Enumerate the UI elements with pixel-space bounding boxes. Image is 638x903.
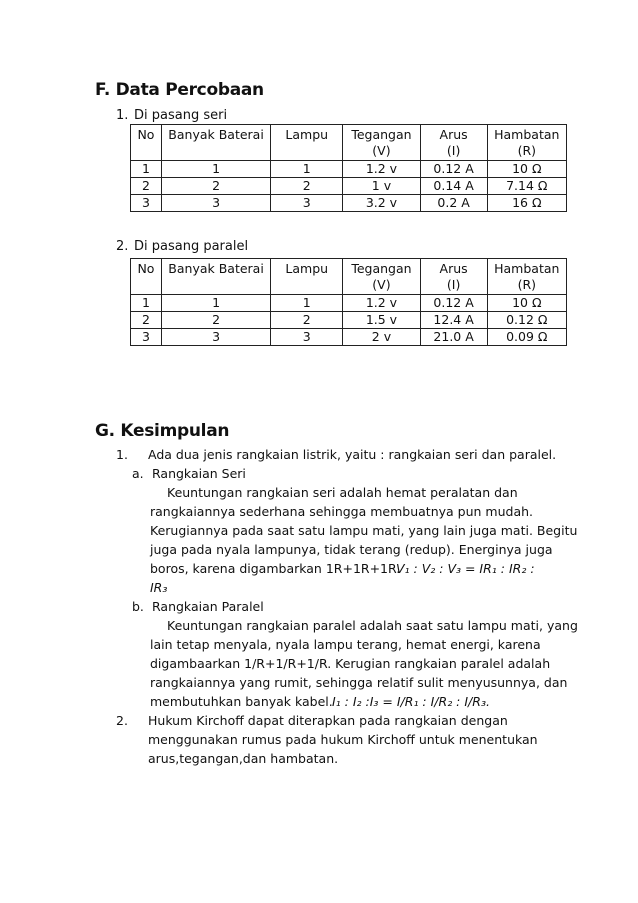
table-seri bbox=[130, 124, 567, 212]
header-line-1: Banyak Baterai bbox=[168, 261, 264, 276]
subsection-label: Di pasang paralel bbox=[134, 239, 249, 254]
table-header-row bbox=[131, 259, 567, 295]
table-cell: 2 bbox=[161, 312, 270, 329]
kirchoff-line-1: Hukum Kirchoff dapat diterapkan pada rangkaian dengan bbox=[148, 713, 508, 728]
header-line-2 bbox=[273, 143, 340, 159]
seri-line-2: rangkaiannya sederhana sehingga membuatnya pun mudah. bbox=[150, 504, 534, 519]
paralel-line-2: lain tetap menyala, nyala lampu terang, hemat energi, karena bbox=[150, 637, 541, 652]
table-cell: 10 Ω bbox=[487, 161, 566, 178]
table-row bbox=[131, 312, 567, 329]
table-cell: 3.2 v bbox=[343, 195, 420, 212]
table-row bbox=[131, 295, 567, 312]
conclusion-number-1: 1. bbox=[116, 447, 128, 462]
header-line-1: Arus bbox=[439, 261, 468, 276]
table-cell: 7.14 Ω bbox=[487, 178, 566, 195]
header-line-1: Hambatan bbox=[494, 127, 560, 142]
table-header-cell bbox=[343, 259, 420, 295]
table-cell: 16 Ω bbox=[487, 195, 566, 212]
table-cell: 0.12 A bbox=[420, 295, 487, 312]
seri-formula: V₁ : V₂ : V₃ = IR₁ : IR₂ : bbox=[396, 561, 535, 576]
subsection-number: 2. bbox=[116, 239, 129, 254]
sub-title-paralel: Rangkaian Paralel bbox=[152, 599, 264, 614]
paralel-line-1: Keuntungan rangkaian paralel adalah saat satu lampu mati, yang bbox=[167, 618, 578, 633]
table-cell: 1 bbox=[161, 295, 270, 312]
table-header-cell bbox=[343, 125, 420, 161]
header-line-2 bbox=[164, 143, 268, 159]
paralel-formula: I₁ : I₂ :I₃ = I/R₁ : I/R₂ : I/R₃. bbox=[332, 694, 490, 709]
table-cell: 1 bbox=[161, 161, 270, 178]
table-cell: 10 Ω bbox=[487, 295, 566, 312]
table-cell: 2 bbox=[271, 312, 343, 329]
table-cell: 2 bbox=[131, 312, 162, 329]
header-line-2: (R) bbox=[517, 143, 537, 158]
table-cell: 0.14 A bbox=[420, 178, 487, 195]
table-header-cell bbox=[271, 259, 343, 295]
subsection-number: 1. bbox=[116, 108, 129, 123]
header-line-1: No bbox=[137, 261, 155, 276]
header-line-2 bbox=[133, 143, 159, 159]
sub-letter-b: b. bbox=[132, 599, 144, 614]
header-line-1: Hambatan bbox=[494, 261, 560, 276]
header-line-1: Tegangan bbox=[351, 261, 412, 276]
header-line-1: Banyak Baterai bbox=[168, 127, 264, 142]
table-cell: 1 bbox=[131, 161, 162, 178]
seri-formula-end: IR₃ bbox=[150, 580, 168, 595]
seri-line-1: Keuntungan rangkaian seri adalah hemat peralatan dan bbox=[167, 485, 518, 500]
table-row bbox=[131, 178, 567, 195]
table-header-row bbox=[131, 125, 567, 161]
paralel-line-5: membutuhkan banyak kabel. bbox=[150, 694, 333, 709]
table-header-cell bbox=[161, 125, 270, 161]
table-cell: 3 bbox=[161, 329, 270, 346]
header-line-1: Lampu bbox=[285, 127, 329, 142]
table-cell: 0.12 A bbox=[420, 161, 487, 178]
table-header-cell bbox=[161, 259, 270, 295]
table-header-cell bbox=[487, 125, 566, 161]
table-cell: 3 bbox=[271, 195, 343, 212]
conclusion-number-2: 2. bbox=[116, 713, 128, 728]
table-header-cell bbox=[420, 125, 487, 161]
table-cell: 0.09 Ω bbox=[487, 329, 566, 346]
header-line-2 bbox=[164, 277, 268, 293]
table-cell: 3 bbox=[131, 195, 162, 212]
table-cell: 21.0 A bbox=[420, 329, 487, 346]
header-line-2: (I) bbox=[446, 277, 461, 292]
kirchoff-line-3: arus,tegangan,dan hambatan. bbox=[148, 751, 339, 766]
header-line-2: (R) bbox=[517, 277, 537, 292]
table-row bbox=[131, 195, 567, 212]
header-line-2 bbox=[133, 277, 159, 293]
table-cell: 3 bbox=[271, 329, 343, 346]
conclusion-text-1: Ada dua jenis rangkaian listrik, yaitu : rangkaian seri dan paralel. bbox=[148, 447, 557, 462]
table-cell: 3 bbox=[131, 329, 162, 346]
section-g-title: G. Kesimpulan bbox=[95, 421, 230, 441]
table-cell: 3 bbox=[161, 195, 270, 212]
table-cell: 1.2 v bbox=[343, 161, 420, 178]
table-cell: 2 bbox=[161, 178, 270, 195]
table-cell: 0.12 Ω bbox=[487, 312, 566, 329]
section-f-title: F. Data Percobaan bbox=[95, 80, 264, 100]
table-paralel bbox=[130, 258, 567, 346]
table-cell: 2 v bbox=[343, 329, 420, 346]
seri-line-4: juga pada nyala lampunya, tidak terang (redup). Energinya juga bbox=[150, 542, 553, 557]
table-row bbox=[131, 329, 567, 346]
paralel-line-4: rangkaiannya yang rumit, sehingga relatif sulit menyusunnya, dan bbox=[150, 675, 568, 690]
table-header-cell bbox=[487, 259, 566, 295]
table-cell: 2 bbox=[271, 178, 343, 195]
header-line-1: No bbox=[137, 127, 155, 142]
seri-line-5: boros, karena digambarkan 1R+1R+1R. bbox=[150, 561, 401, 576]
table-header-cell bbox=[131, 259, 162, 295]
sub-title-seri: Rangkaian Seri bbox=[152, 466, 246, 481]
table-header-cell bbox=[131, 125, 162, 161]
subsection-label: Di pasang seri bbox=[134, 108, 228, 123]
sub-letter-a: a. bbox=[132, 466, 144, 481]
header-line-1: Lampu bbox=[285, 261, 329, 276]
table-cell: 1.2 v bbox=[343, 295, 420, 312]
table-header-cell bbox=[420, 259, 487, 295]
table-cell: 1 v bbox=[343, 178, 420, 195]
table-cell: 1 bbox=[271, 161, 343, 178]
seri-line-3: Kerugiannya pada saat satu lampu mati, yang lain juga mati. Begitu bbox=[150, 523, 578, 538]
header-line-2: (I) bbox=[446, 143, 461, 158]
kirchoff-line-2: menggunakan rumus pada hukum Kirchoff untuk menentukan bbox=[148, 732, 538, 747]
table-row bbox=[131, 161, 567, 178]
table-cell: 2 bbox=[131, 178, 162, 195]
table-cell: 1 bbox=[271, 295, 343, 312]
table-cell: 0.2 A bbox=[420, 195, 487, 212]
table-cell: 1.5 v bbox=[343, 312, 420, 329]
table-cell: 1 bbox=[131, 295, 162, 312]
header-line-2 bbox=[273, 277, 340, 293]
header-line-1: Arus bbox=[439, 127, 468, 142]
table-cell: 12.4 A bbox=[420, 312, 487, 329]
paralel-line-3: digambaarkan 1/R+1/R+1/R. Kerugian rangkaian paralel adalah bbox=[150, 656, 551, 671]
header-line-2: (V) bbox=[372, 277, 391, 292]
header-line-2: (V) bbox=[372, 143, 391, 158]
header-line-1: Tegangan bbox=[351, 127, 412, 142]
table-header-cell bbox=[271, 125, 343, 161]
